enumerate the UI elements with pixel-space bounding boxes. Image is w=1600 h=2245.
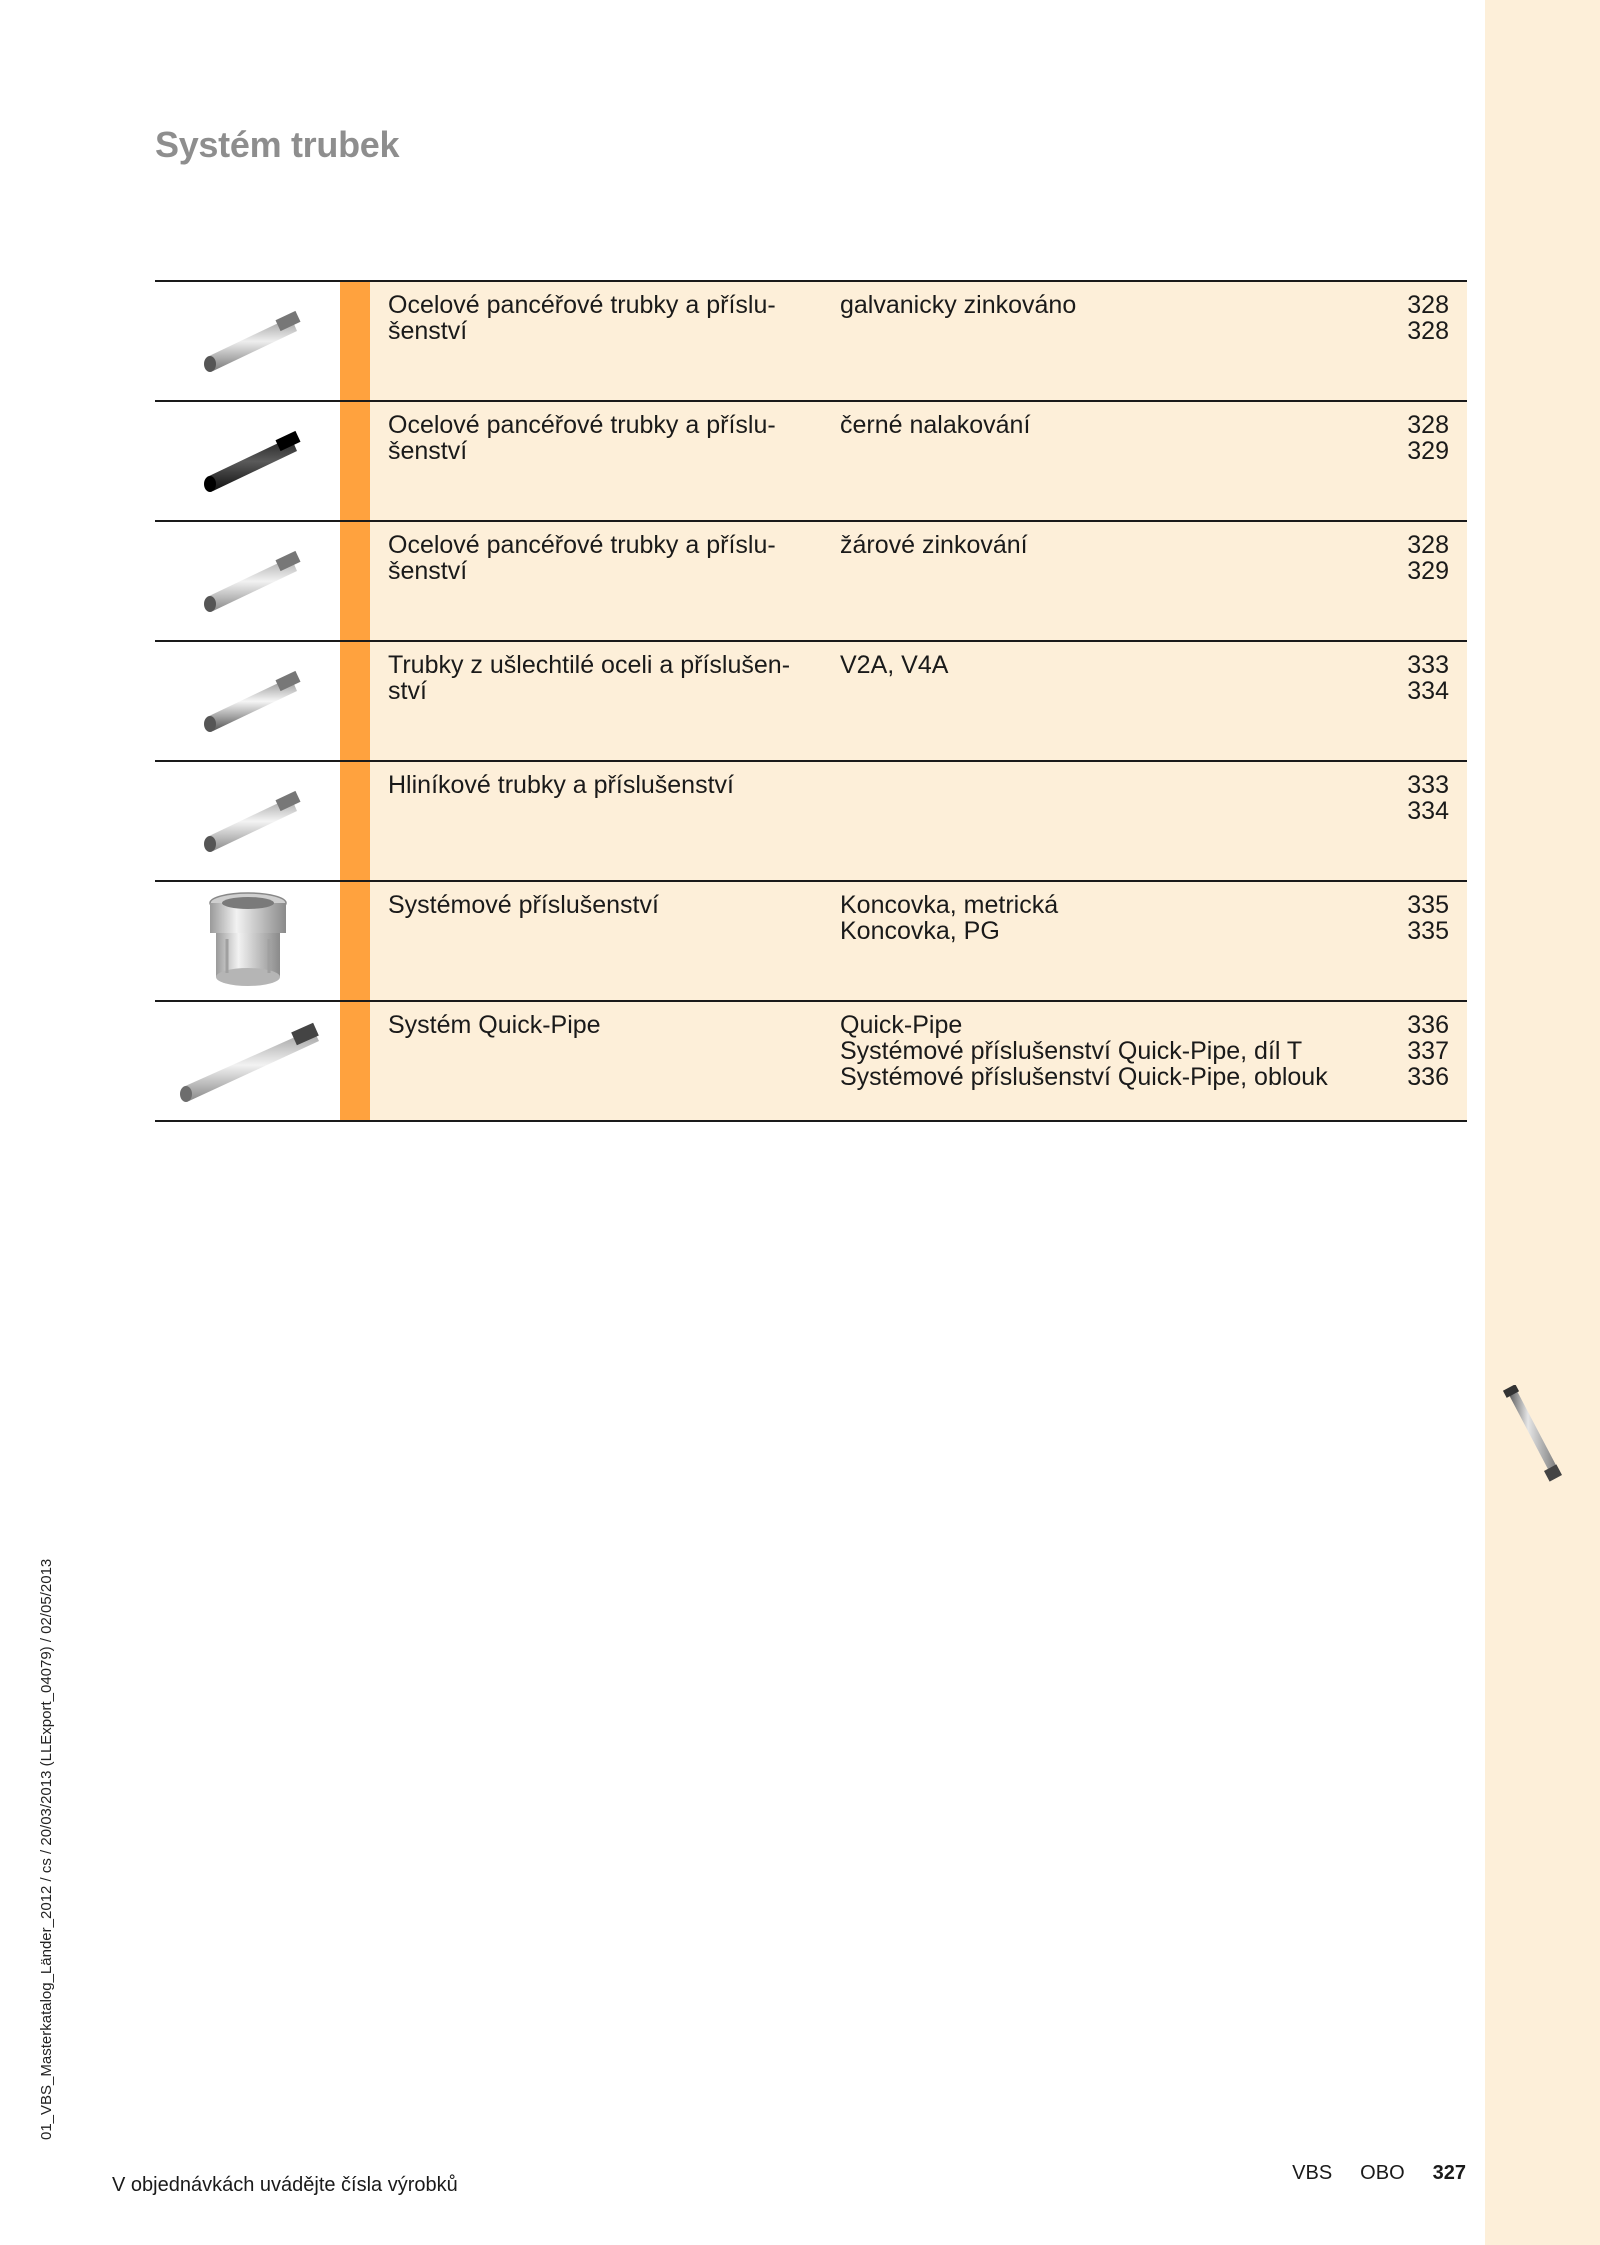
page-references-line[interactable]: 336 bbox=[1407, 1063, 1449, 1091]
black-lacquered-pipe-icon bbox=[155, 402, 340, 520]
accent-bar bbox=[340, 882, 370, 1000]
page-references-line[interactable]: 329 bbox=[1407, 437, 1449, 465]
stainless-steel-pipe-icon bbox=[155, 642, 340, 760]
page-references-line[interactable]: 337 bbox=[1407, 1037, 1449, 1065]
product-description-line: V2A, V4A bbox=[840, 651, 949, 679]
row-content bbox=[370, 642, 1467, 760]
row-content bbox=[370, 762, 1467, 880]
overview-row[interactable] bbox=[155, 1000, 1467, 1122]
page-references-line[interactable]: 335 bbox=[1407, 917, 1449, 945]
product-name-line: Ocelové pancéřové trubky a příslu- bbox=[388, 531, 776, 559]
row-content bbox=[370, 522, 1467, 640]
product-description-line: Koncovka, metrická bbox=[840, 891, 1059, 919]
aluminium-pipe-icon bbox=[155, 762, 340, 880]
accent-bar bbox=[340, 762, 370, 880]
product-name-line: Systémové příslušenství bbox=[388, 891, 659, 919]
footer-note: V objednávkách uvádějte čísla výrobků bbox=[112, 2174, 458, 2196]
overview-row[interactable] bbox=[155, 280, 1467, 400]
product-description-line: Koncovka, PG bbox=[840, 917, 1000, 945]
product-name bbox=[388, 412, 818, 464]
footer-label-vbs: VBS bbox=[1292, 2162, 1333, 2184]
page-references-line[interactable]: 334 bbox=[1407, 797, 1449, 825]
product-name-line: šenství bbox=[388, 557, 468, 585]
page-references[interactable] bbox=[1359, 652, 1449, 704]
page-title: Systém trubek bbox=[155, 124, 400, 165]
row-content bbox=[370, 1002, 1467, 1120]
product-name-line: šenství bbox=[388, 437, 468, 465]
side-meta: 01_VBS_Masterkatalog_Länder_2012 / cs / 20/03/2013 (LLExport_04079) / 02/05/2013 bbox=[38, 1558, 55, 2140]
page-references[interactable] bbox=[1359, 772, 1449, 824]
page-references-line[interactable]: 328 bbox=[1407, 317, 1449, 345]
hot-dip-galvanized-pipe-icon bbox=[155, 522, 340, 640]
product-description-line: Systémové příslušenství Quick-Pipe, oblouk bbox=[840, 1063, 1328, 1091]
end-sleeve-icon bbox=[155, 882, 340, 1000]
product-name-line: Ocelové pancéřové trubky a příslu- bbox=[388, 411, 776, 439]
footer-label-obo: OBO bbox=[1360, 2162, 1405, 2184]
page-references-line[interactable]: 333 bbox=[1407, 771, 1449, 799]
page-references-line[interactable]: 329 bbox=[1407, 557, 1449, 585]
accent-bar bbox=[340, 402, 370, 520]
page-references-line[interactable]: 328 bbox=[1407, 411, 1449, 439]
product-description-line: Quick-Pipe bbox=[840, 1011, 963, 1039]
product-name-line: Trubky z ušlechtilé oceli a příslušen- bbox=[388, 651, 791, 679]
accent-bar bbox=[340, 282, 370, 400]
side-strip bbox=[1485, 0, 1600, 2245]
product-description-line: galvanicky zinkováno bbox=[840, 291, 1077, 319]
product-name bbox=[388, 532, 818, 584]
overview-row[interactable] bbox=[155, 760, 1467, 880]
page-references[interactable] bbox=[1359, 532, 1449, 584]
product-description-line: černé nalakování bbox=[840, 411, 1031, 439]
page-references-line[interactable]: 334 bbox=[1407, 677, 1449, 705]
overview-row[interactable] bbox=[155, 880, 1467, 1000]
product-description bbox=[840, 412, 1400, 438]
page-number: 327 bbox=[1432, 2162, 1466, 2184]
page-references[interactable] bbox=[1359, 292, 1449, 344]
page-references[interactable] bbox=[1359, 412, 1449, 464]
product-description bbox=[840, 892, 1400, 944]
page-references-line[interactable]: 336 bbox=[1407, 1011, 1449, 1039]
galvanized-steel-pipe-icon bbox=[155, 282, 340, 400]
accent-bar bbox=[340, 1002, 370, 1120]
overview-row[interactable] bbox=[155, 400, 1467, 520]
product-name-line: Systém Quick-Pipe bbox=[388, 1011, 601, 1039]
page-references[interactable] bbox=[1359, 892, 1449, 944]
accent-bar bbox=[340, 522, 370, 640]
product-name-line: Hliníkové trubky a příslušenství bbox=[388, 771, 734, 799]
product-name-line: ství bbox=[388, 677, 427, 705]
product-name bbox=[388, 292, 818, 344]
overview-table bbox=[155, 280, 1467, 1122]
product-name bbox=[388, 1012, 818, 1038]
product-description bbox=[840, 532, 1400, 558]
product-name bbox=[388, 892, 818, 918]
side-pipe-icon bbox=[1500, 1385, 1570, 1495]
row-content bbox=[370, 882, 1467, 1000]
page-references-line[interactable]: 333 bbox=[1407, 651, 1449, 679]
product-description bbox=[840, 652, 1400, 678]
product-description bbox=[840, 1012, 1400, 1090]
overview-row[interactable] bbox=[155, 520, 1467, 640]
page-references[interactable] bbox=[1359, 1012, 1449, 1090]
product-name-line: šenství bbox=[388, 317, 468, 345]
product-name bbox=[388, 652, 818, 704]
product-description bbox=[840, 292, 1400, 318]
product-description-line: žárové zinkování bbox=[840, 531, 1028, 559]
page-references-line[interactable]: 328 bbox=[1407, 291, 1449, 319]
page-references-line[interactable]: 335 bbox=[1407, 891, 1449, 919]
product-description-line: Systémové příslušenství Quick-Pipe, díl T bbox=[840, 1037, 1303, 1065]
footer-labels bbox=[1292, 2162, 1466, 2185]
row-content bbox=[370, 282, 1467, 400]
product-name-line: Ocelové pancéřové trubky a příslu- bbox=[388, 291, 776, 319]
row-content bbox=[370, 402, 1467, 520]
accent-bar bbox=[340, 642, 370, 760]
quick-pipe-icon bbox=[155, 1002, 340, 1120]
overview-row[interactable] bbox=[155, 640, 1467, 760]
product-name bbox=[388, 772, 818, 798]
page-references-line[interactable]: 328 bbox=[1407, 531, 1449, 559]
